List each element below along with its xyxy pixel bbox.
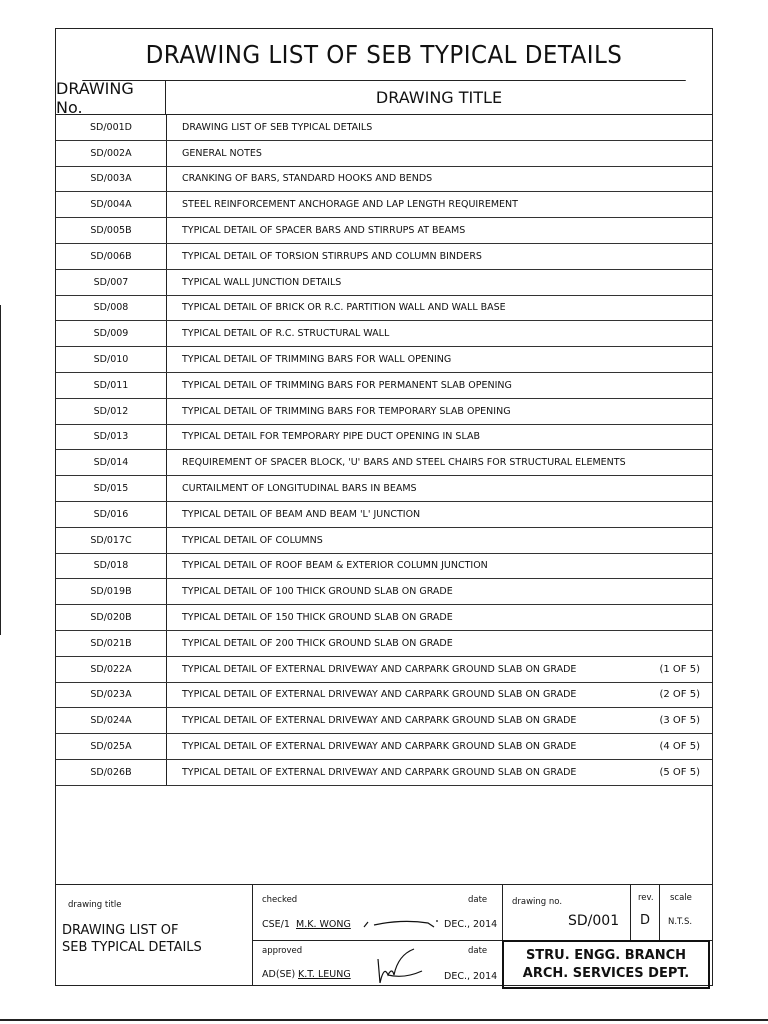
- drawing-number-cell: SD/008: [56, 296, 167, 321]
- drawing-number-cell: SD/019B: [56, 579, 167, 604]
- drawing-number-cell: SD/013: [56, 425, 167, 450]
- column-header-drawing-title: DRAWING TITLE: [166, 81, 712, 115]
- drawing-number-cell: SD/020B: [56, 605, 167, 630]
- department-stamp: [502, 940, 710, 989]
- drawing-title-cell: TYPICAL DETAIL OF BEAM AND BEAM 'L' JUNCTION: [182, 508, 421, 520]
- drawing-title-cell: TYPICAL DETAIL OF 100 THICK GROUND SLAB ON GRADE: [182, 586, 453, 598]
- table-row: [56, 425, 712, 451]
- approved-signature-icon: [374, 945, 430, 987]
- table-row: [56, 528, 712, 554]
- title-block: [56, 884, 712, 985]
- drawing-title-cell: REQUIREMENT OF SPACER BLOCK, 'U' BARS AND STEEL CHAIRS FOR STRUCTURAL ELEMENTS: [182, 457, 626, 469]
- checked-label: checked: [262, 895, 298, 905]
- department-line-2: ARCH. SERVICES DEPT.: [522, 965, 690, 981]
- sheet-count-cell: (5 OF 5): [659, 766, 700, 778]
- drawing-title-cell: TYPICAL DETAIL OF ROOF BEAM & EXTERIOR COLUMN JUNCTION: [182, 560, 488, 572]
- sheet-count-cell: (2 OF 5): [659, 689, 700, 701]
- drawing-title-cell: TYPICAL DETAIL OF EXTERNAL DRIVEWAY AND CARPARK GROUND SLAB ON GRADE: [182, 663, 577, 675]
- drawing-title-cell: TYPICAL DETAIL OF BRICK OR R.C. PARTITION WALL AND WALL BASE: [182, 302, 506, 314]
- drawing-number-cell: SD/007: [56, 270, 167, 295]
- drawing-number-cell: SD/025A: [56, 734, 167, 759]
- drawing-title-cell: TYPICAL DETAIL OF COLUMNS: [182, 534, 323, 546]
- drawing-title-cell: TYPICAL DETAIL OF SPACER BARS AND STIRRUPS AT BEAMS: [182, 225, 466, 237]
- table-row: [56, 554, 712, 580]
- drawing-number-cell: SD/004A: [56, 192, 167, 217]
- drawing-no-label: drawing no.: [512, 897, 563, 907]
- table-row: [56, 631, 712, 657]
- table-row: [56, 760, 712, 786]
- table-row: [56, 218, 712, 244]
- scale-label: scale: [670, 893, 692, 903]
- drawing-title-cell: TYPICAL DETAIL OF EXTERNAL DRIVEWAY AND CARPARK GROUND SLAB ON GRADE: [182, 766, 577, 778]
- drawing-number-cell: SD/016: [56, 502, 167, 527]
- drawing-number-cell: SD/002A: [56, 141, 167, 166]
- scale-value: N.T.S.: [668, 917, 693, 927]
- drawing-title-cell: DRAWING LIST OF SEB TYPICAL DETAILS: [182, 121, 373, 133]
- sheet-count-cell: (1 OF 5): [659, 663, 700, 675]
- drawing-sheet: [55, 28, 713, 986]
- drawing-number-cell: SD/015: [56, 476, 167, 501]
- drawing-number-cell: SD/021B: [56, 631, 167, 656]
- drawing-title-cell: GENERAL NOTES: [182, 147, 262, 159]
- drawing-number-cell: SD/005B: [56, 218, 167, 243]
- table-row: [56, 192, 712, 218]
- drawing-title-cell: TYPICAL DETAIL OF EXTERNAL DRIVEWAY AND CARPARK GROUND SLAB ON GRADE: [182, 715, 577, 727]
- checked-date-label: date: [468, 895, 488, 905]
- drawing-no: SD/001: [568, 913, 620, 929]
- drawing-number-cell: SD/014: [56, 450, 167, 475]
- drawing-title-cell: TYPICAL DETAIL OF TRIMMING BARS FOR WALL OPENING: [182, 354, 452, 366]
- sheet-count-cell: (3 OF 5): [659, 715, 700, 727]
- drawing-number-cell: SD/003A: [56, 167, 167, 192]
- table-row: [56, 708, 712, 734]
- drawing-number-cell: SD/026B: [56, 760, 167, 785]
- drawing-number-cell: SD/011: [56, 373, 167, 398]
- drawing-number-cell: SD/018: [56, 554, 167, 579]
- drawing-number-cell: SD/009: [56, 321, 167, 346]
- table-row: [56, 244, 712, 270]
- bottom-border: [0, 1019, 768, 1021]
- table-row: [56, 167, 712, 193]
- table-row: [56, 450, 712, 476]
- drawing-number-cell: SD/017C: [56, 528, 167, 553]
- table-row: [56, 476, 712, 502]
- table-row: [56, 141, 712, 167]
- drawing-title-line-2: SEB TYPICAL DETAILS: [62, 940, 202, 955]
- drawing-title-cell: CURTAILMENT OF LONGITUDINAL BARS IN BEAMS: [182, 483, 417, 495]
- drawing-number-cell: SD/006B: [56, 244, 167, 269]
- drawing-title-cell: TYPICAL DETAIL OF 200 THICK GROUND SLAB ON GRADE: [182, 637, 453, 649]
- drawing-number-cell: SD/012: [56, 399, 167, 424]
- drawing-title-cell: TYPICAL DETAIL OF 150 THICK GROUND SLAB ON GRADE: [182, 612, 453, 624]
- table-row: [56, 373, 712, 399]
- drawing-number-cell: SD/024A: [56, 708, 167, 733]
- drawing-title-cell: TYPICAL DETAIL OF TORSION STIRRUPS AND COLUMN BINDERS: [182, 250, 482, 262]
- drawing-title-cell: TYPICAL DETAIL FOR TEMPORARY PIPE DUCT OPENING IN SLAB: [182, 431, 480, 443]
- drawing-title-cell: CRANKING OF BARS, STANDARD HOOKS AND BENDS: [182, 173, 433, 185]
- drawing-title-cell: TYPICAL DETAIL OF EXTERNAL DRIVEWAY AND CARPARK GROUND SLAB ON GRADE: [182, 741, 577, 753]
- table-row: [56, 115, 712, 141]
- table-row: [56, 683, 712, 709]
- drawing-title-cell: STEEL REINFORCEMENT ANCHORAGE AND LAP LENGTH REQUIREMENT: [182, 199, 518, 211]
- drawing-number-cell: SD/022A: [56, 657, 167, 682]
- table-row: [56, 605, 712, 631]
- column-header-drawing-no: DRAWING No.: [56, 81, 166, 115]
- approved-label: approved: [262, 946, 303, 956]
- drawing-title-cell: TYPICAL WALL JUNCTION DETAILS: [182, 276, 342, 288]
- table-row: [56, 579, 712, 605]
- drawing-title-cell: TYPICAL DETAIL OF TRIMMING BARS FOR TEMPORARY SLAB OPENING: [182, 405, 511, 417]
- checked-name: M.K. WONG: [296, 919, 351, 930]
- drawing-number-cell: SD/010: [56, 347, 167, 372]
- sheet-title: DRAWING LIST OF SEB TYPICAL DETAILS: [82, 29, 686, 81]
- table-row: [56, 399, 712, 425]
- checked-date: DEC., 2014: [444, 919, 498, 930]
- rev-value: D: [640, 913, 651, 928]
- approved-date: DEC., 2014: [444, 971, 498, 982]
- table-row: [56, 657, 712, 683]
- drawing-title-label: drawing title: [68, 900, 122, 910]
- checked-post: CSE/1: [262, 919, 290, 930]
- drawing-number-cell: SD/023A: [56, 683, 167, 708]
- drawing-title-cell: TYPICAL DETAIL OF EXTERNAL DRIVEWAY AND CARPARK GROUND SLAB ON GRADE: [182, 689, 577, 701]
- drawing-title-cell: TYPICAL DETAIL OF TRIMMING BARS FOR PERMANENT SLAB OPENING: [182, 379, 512, 391]
- drawing-title-line-1: DRAWING LIST OF: [62, 923, 179, 938]
- table-row: [56, 270, 712, 296]
- table-row: [56, 502, 712, 528]
- checked-signature-icon: [362, 915, 442, 935]
- table-row: [56, 734, 712, 760]
- department-line-1: STRU. ENGG. BRANCH: [525, 947, 687, 963]
- approved-date-label: date: [468, 946, 488, 956]
- table-row: [56, 321, 712, 347]
- approved-post: AD(SE): [262, 969, 296, 980]
- table-row: [56, 347, 712, 373]
- approved-name: K.T. LEUNG: [298, 969, 351, 980]
- table-row: [56, 296, 712, 322]
- rev-label: rev.: [638, 893, 654, 903]
- drawing-list-table: [56, 115, 712, 786]
- drawing-title-cell: TYPICAL DETAIL OF R.C. STRUCTURAL WALL: [182, 328, 390, 340]
- margin-line: [0, 305, 1, 635]
- drawing-number-cell: SD/001D: [56, 115, 167, 140]
- sheet-count-cell: (4 OF 5): [659, 741, 700, 753]
